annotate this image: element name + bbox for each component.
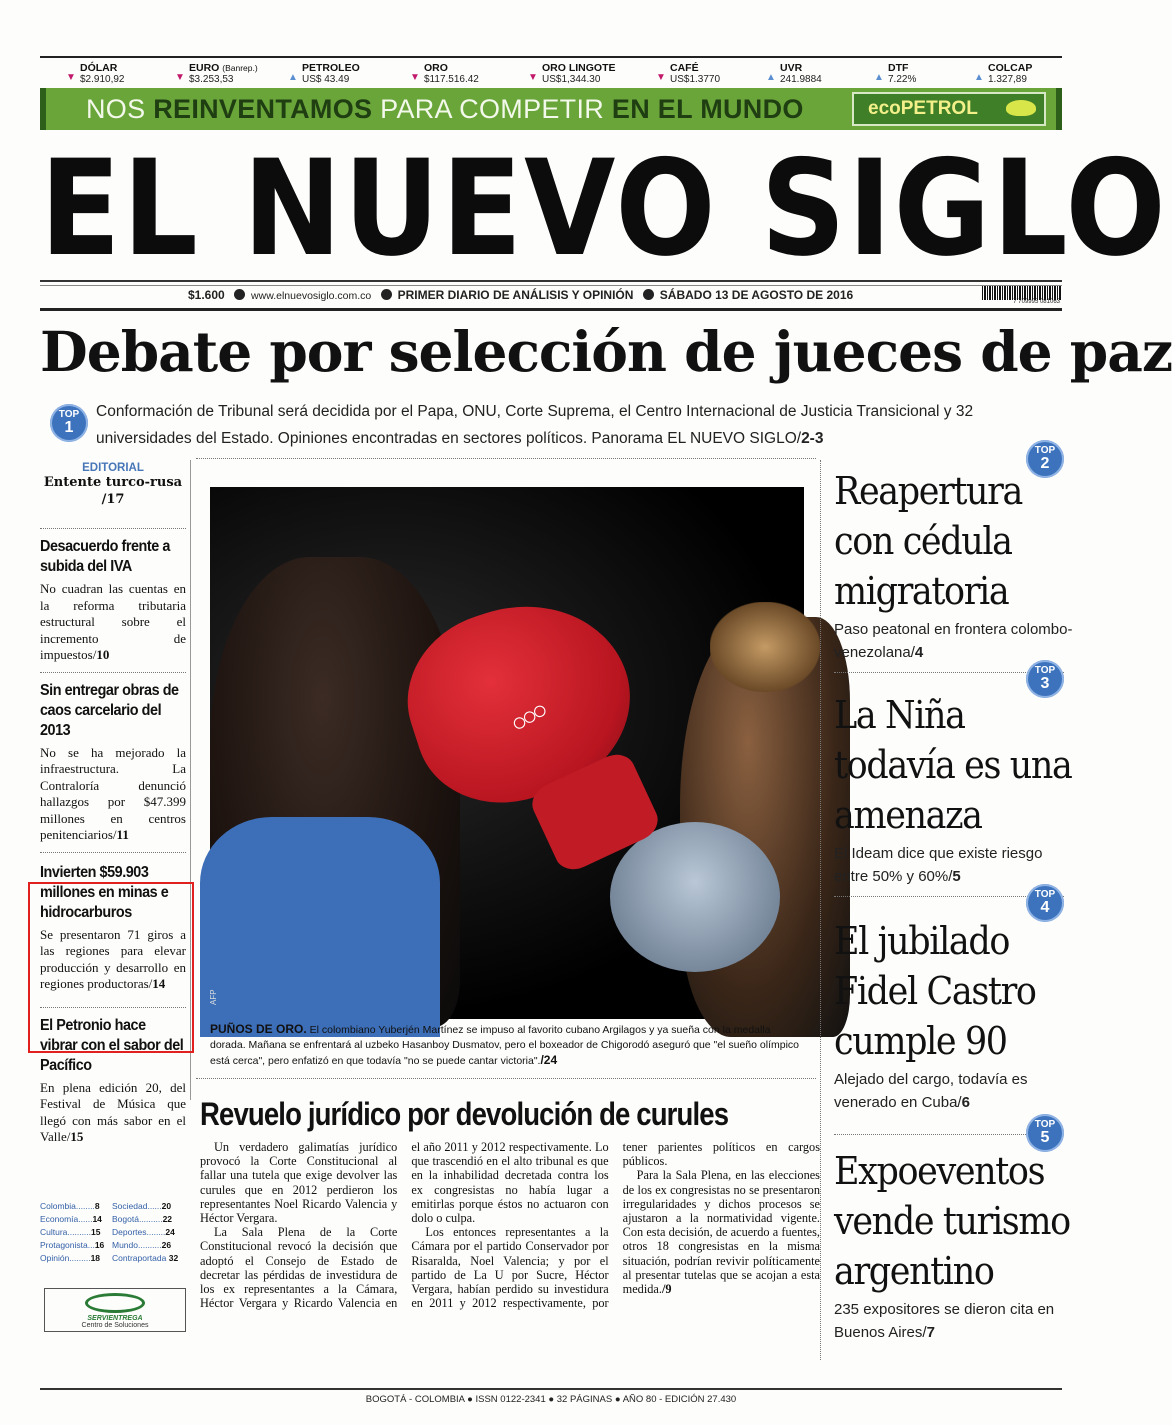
story-petronio-body: En plena edición 20, del Festival de Música que llegó con más sabor en el Valle/15 <box>40 1079 186 1144</box>
ecopetrol-logo: ecoPETROL <box>852 92 1046 126</box>
markets-ticker <box>40 56 1062 88</box>
editorial-label: EDITORIAL <box>82 462 144 474</box>
index-item[interactable]: Bogotá..........22 <box>112 1214 173 1224</box>
market-euro: ▼ EURO (Banrep.) $3.253,53 <box>175 62 258 85</box>
index-item[interactable]: Protagonista...16 <box>40 1240 105 1250</box>
divider <box>40 852 186 853</box>
curules-body: Un verdadero galimatías jurídico provocó la Corte Constitucional al fallar una tutela que exige devolver las curules que en 2012 perdieron los representantes Noel Ricardo Valencia y Héctor Vergara. La Sala Plena de la Corte Constitucional revocó la decisión que adoptó el Consejo de Estado de decretar las pérdidas de investidura de los ex representantes a la Cámara, Héctor Vergara y Ricardo Valencia en el año 2011 y 2012 respectivamente. Lo que trascendió en el alto tribunal es que en la inhabilidad decretada contra los ex congresistas no había lugar a emitirlas porque éstos no actuaron con dolo o culpa. Los entonces representantes a la Cámara por el partido Conservador por Risaralda, Noel Valencia; y por el partido de La U por Sucre, Héctor Vergara, habían perdido su investidura en 2011 y 2012 respectivamente, por tener parientes políticos en cargos públicos. Para la Sala Plena, en las elecciones de los ex congresistas no se presentaron irregularidades y dichos procesos se ajustaron a la normatividad vigente. Con esta decisión, de acuerdo a fuentes, otros 18 congresistas en la misma situación, podrían revivir políticamente al presentar tutelas que se acojan a esta medida./9 <box>200 1140 820 1311</box>
down-arrow-icon: ▼ <box>66 72 76 83</box>
top-4-badge: TOP 4 <box>1026 884 1064 922</box>
story-minas-body: Se presentaron 71 giros a las regiones para elevar producción y desarrollo en regiones productoras/14 <box>40 926 186 991</box>
divider <box>40 672 186 673</box>
price: $1.600 <box>188 288 225 302</box>
story-reapertura <box>834 466 1074 664</box>
top-5-badge: TOP 5 <box>1026 1114 1064 1152</box>
masthead-rule <box>40 280 1062 286</box>
index-item[interactable]: Colombia........8 <box>40 1201 100 1211</box>
photo-caption: PUÑOS DE ORO. El colombiano Yuberjén Martínez se impuso al favorito cubano Argilagos y ya sueña con la medalla dorada. Mañana se enfrentará al uzbeko Hasanboy Dusmatov, pero el boxeador de Chigorodó aseguró que "el sueño olímpico está cerca", pero enfatizó en que todavía "no se puede cantar victoria"./24 <box>210 1022 799 1067</box>
down-arrow-icon: ▼ <box>410 72 420 83</box>
photo-singlet <box>200 817 440 1037</box>
story-expoeventos <box>834 1146 1074 1344</box>
bullet-icon <box>381 289 392 300</box>
barcode-icon <box>982 286 1062 300</box>
info-bar <box>40 288 1062 304</box>
story-reapertura-deck: Paso peatonal en frontera colombo-venezolana/4 <box>834 621 1073 661</box>
down-arrow-icon: ▼ <box>656 72 666 83</box>
tagline: PRIMER DIARIO DE ANÁLISIS Y OPINIÓN <box>397 288 634 302</box>
highlight-box <box>28 882 194 1053</box>
boxing-photo[interactable] <box>210 487 804 1019</box>
website-link[interactable]: www.elnuevosiglo.com.co <box>251 290 372 302</box>
barcode-number: 7 709995 081063 <box>1013 299 1060 305</box>
story-minas-headline[interactable]: Invierten $59.903 millones en minas e hidrocarburos <box>40 863 169 921</box>
up-arrow-icon: ▲ <box>974 72 984 83</box>
top-1-badge: TOP 1 <box>50 404 88 442</box>
story-reapertura-headline[interactable]: Reapertura con cédula migratoria <box>834 469 1022 613</box>
story-fidel <box>834 916 1074 1114</box>
photo-glove-blue <box>610 822 780 972</box>
up-arrow-icon: ▲ <box>766 72 776 83</box>
editorial-title[interactable]: Entente turco-rusa <box>43 475 183 490</box>
down-arrow-icon: ▼ <box>175 72 185 83</box>
up-arrow-icon: ▲ <box>288 72 298 83</box>
market-colcap: ▲ COLCAP 1.327,89 <box>974 62 1033 85</box>
market-oro-lingote: ▼ ORO LINGOTE US$1,344.30 <box>528 62 616 85</box>
divider <box>40 308 1062 311</box>
story-fidel-headline[interactable]: El jubilado Fidel Castro cumple 90 <box>834 919 1036 1063</box>
story-la-nina-deck: El Ideam dice que existe riesgo entre 50% y 60%/5 <box>834 845 1043 885</box>
story-la-nina-headline[interactable]: La Niña todavía es una amenaza <box>834 693 1072 837</box>
market-uvr: ▲ UVR 241.9884 <box>766 62 822 85</box>
bullet-icon <box>643 289 654 300</box>
story-carcel-headline[interactable]: Sin entregar obras de caos carcelario del 2013 <box>40 681 179 739</box>
story-iva-headline[interactable]: Desacuerdo frente a subida del IVA <box>40 538 170 575</box>
ecopetrol-banner <box>40 88 1062 130</box>
market-dtf: ▲ DTF 7.22% <box>874 62 917 85</box>
market-dolar: ▼ DÓLAR $2.910,92 <box>66 62 125 85</box>
story-iva-body: No cuadran las cuentas en la reforma tributaria estructural sobre el incremento de impuestos/10 <box>40 581 186 662</box>
lead-deck: Conformación de Tribunal será decidida por el Papa, ONU, Corte Suprema, el Centro Internacional de Justicia Transicional y 32 universidades del Estado. Opiniones encontradas en sectores políticos. Panorama EL NUEVO SIGLO/2-3 <box>96 403 974 447</box>
up-arrow-icon: ▲ <box>874 72 884 83</box>
market-oro: ▼ ORO $117.516.42 <box>410 62 479 85</box>
iguana-icon <box>1006 100 1036 116</box>
servientrega-ad[interactable]: SERVIENTREGA Centro de Soluciones <box>44 1288 186 1332</box>
editorial-page: /17 <box>101 492 125 507</box>
index-item[interactable]: Contraportada 32 <box>112 1253 179 1263</box>
bullet-icon <box>234 289 245 300</box>
top-3-badge: TOP 3 <box>1026 660 1064 698</box>
lead-headline[interactable]: Debate por selección de jueces de paz <box>40 319 1172 384</box>
masthead-title: EL NUEVO SIGLO <box>40 130 1168 286</box>
market-petroleo: ▲ PETROLEO US$ 43.49 <box>288 62 360 85</box>
divider <box>40 528 186 529</box>
market-cafe: ▼ CAFÉ US$1.3770 <box>656 62 721 85</box>
divider <box>196 1078 816 1079</box>
story-fidel-deck: Alejado del cargo, todavía es venerado en Cuba/6 <box>834 1071 1028 1111</box>
story-petronio-headline[interactable]: El Petronio hace vibrar con el sabor del Pacífico <box>40 1016 184 1074</box>
index-item[interactable]: Mundo..........26 <box>112 1240 172 1250</box>
servientrega-logo-icon <box>85 1293 145 1313</box>
index-item[interactable]: Economía......14 <box>40 1214 102 1224</box>
story-carcel-body: No se ha mejorado la infraestructura. La Contraloría denunció hallazgos por $47.399 millones en centros penitenciarios/11 <box>40 744 186 842</box>
section-index <box>40 1200 186 1265</box>
divider <box>196 458 816 459</box>
issue-date: SÁBADO 13 DE AGOSTO DE 2016 <box>659 288 854 302</box>
curules-headline[interactable]: Revuelo jurídico por devolución de curules <box>200 1096 729 1132</box>
divider <box>820 460 821 1360</box>
index-item[interactable]: Opinión.........18 <box>40 1253 101 1263</box>
top-2-badge: TOP 2 <box>1026 440 1064 478</box>
olympic-rings-icon: ○○○ <box>504 695 551 739</box>
footer: BOGOTÁ - COLOMBIA ● ISSN 0122-2341 ● 32 PÁGINAS ● AÑO 80 - EDICIÓN 27.430 <box>40 1388 1062 1405</box>
banner-slogan: NOS REINVENTAMOS PARA COMPETIR EN EL MUNDO <box>86 94 804 124</box>
index-item[interactable]: Cultura..........15 <box>40 1227 101 1237</box>
down-arrow-icon: ▼ <box>528 72 538 83</box>
story-expoeventos-headline[interactable]: Expoeventos vende turismo argentino <box>834 1149 1070 1293</box>
story-expoeventos-deck: 235 expositores se dieron cita en Buenos Aires/7 <box>834 1301 1055 1341</box>
index-item[interactable]: Sociedad......20 <box>112 1201 172 1211</box>
photo-credit: AFP <box>209 989 218 1005</box>
story-la-nina <box>834 690 1074 888</box>
index-item[interactable]: Deportes........24 <box>112 1227 175 1237</box>
photo-hair <box>710 602 820 692</box>
